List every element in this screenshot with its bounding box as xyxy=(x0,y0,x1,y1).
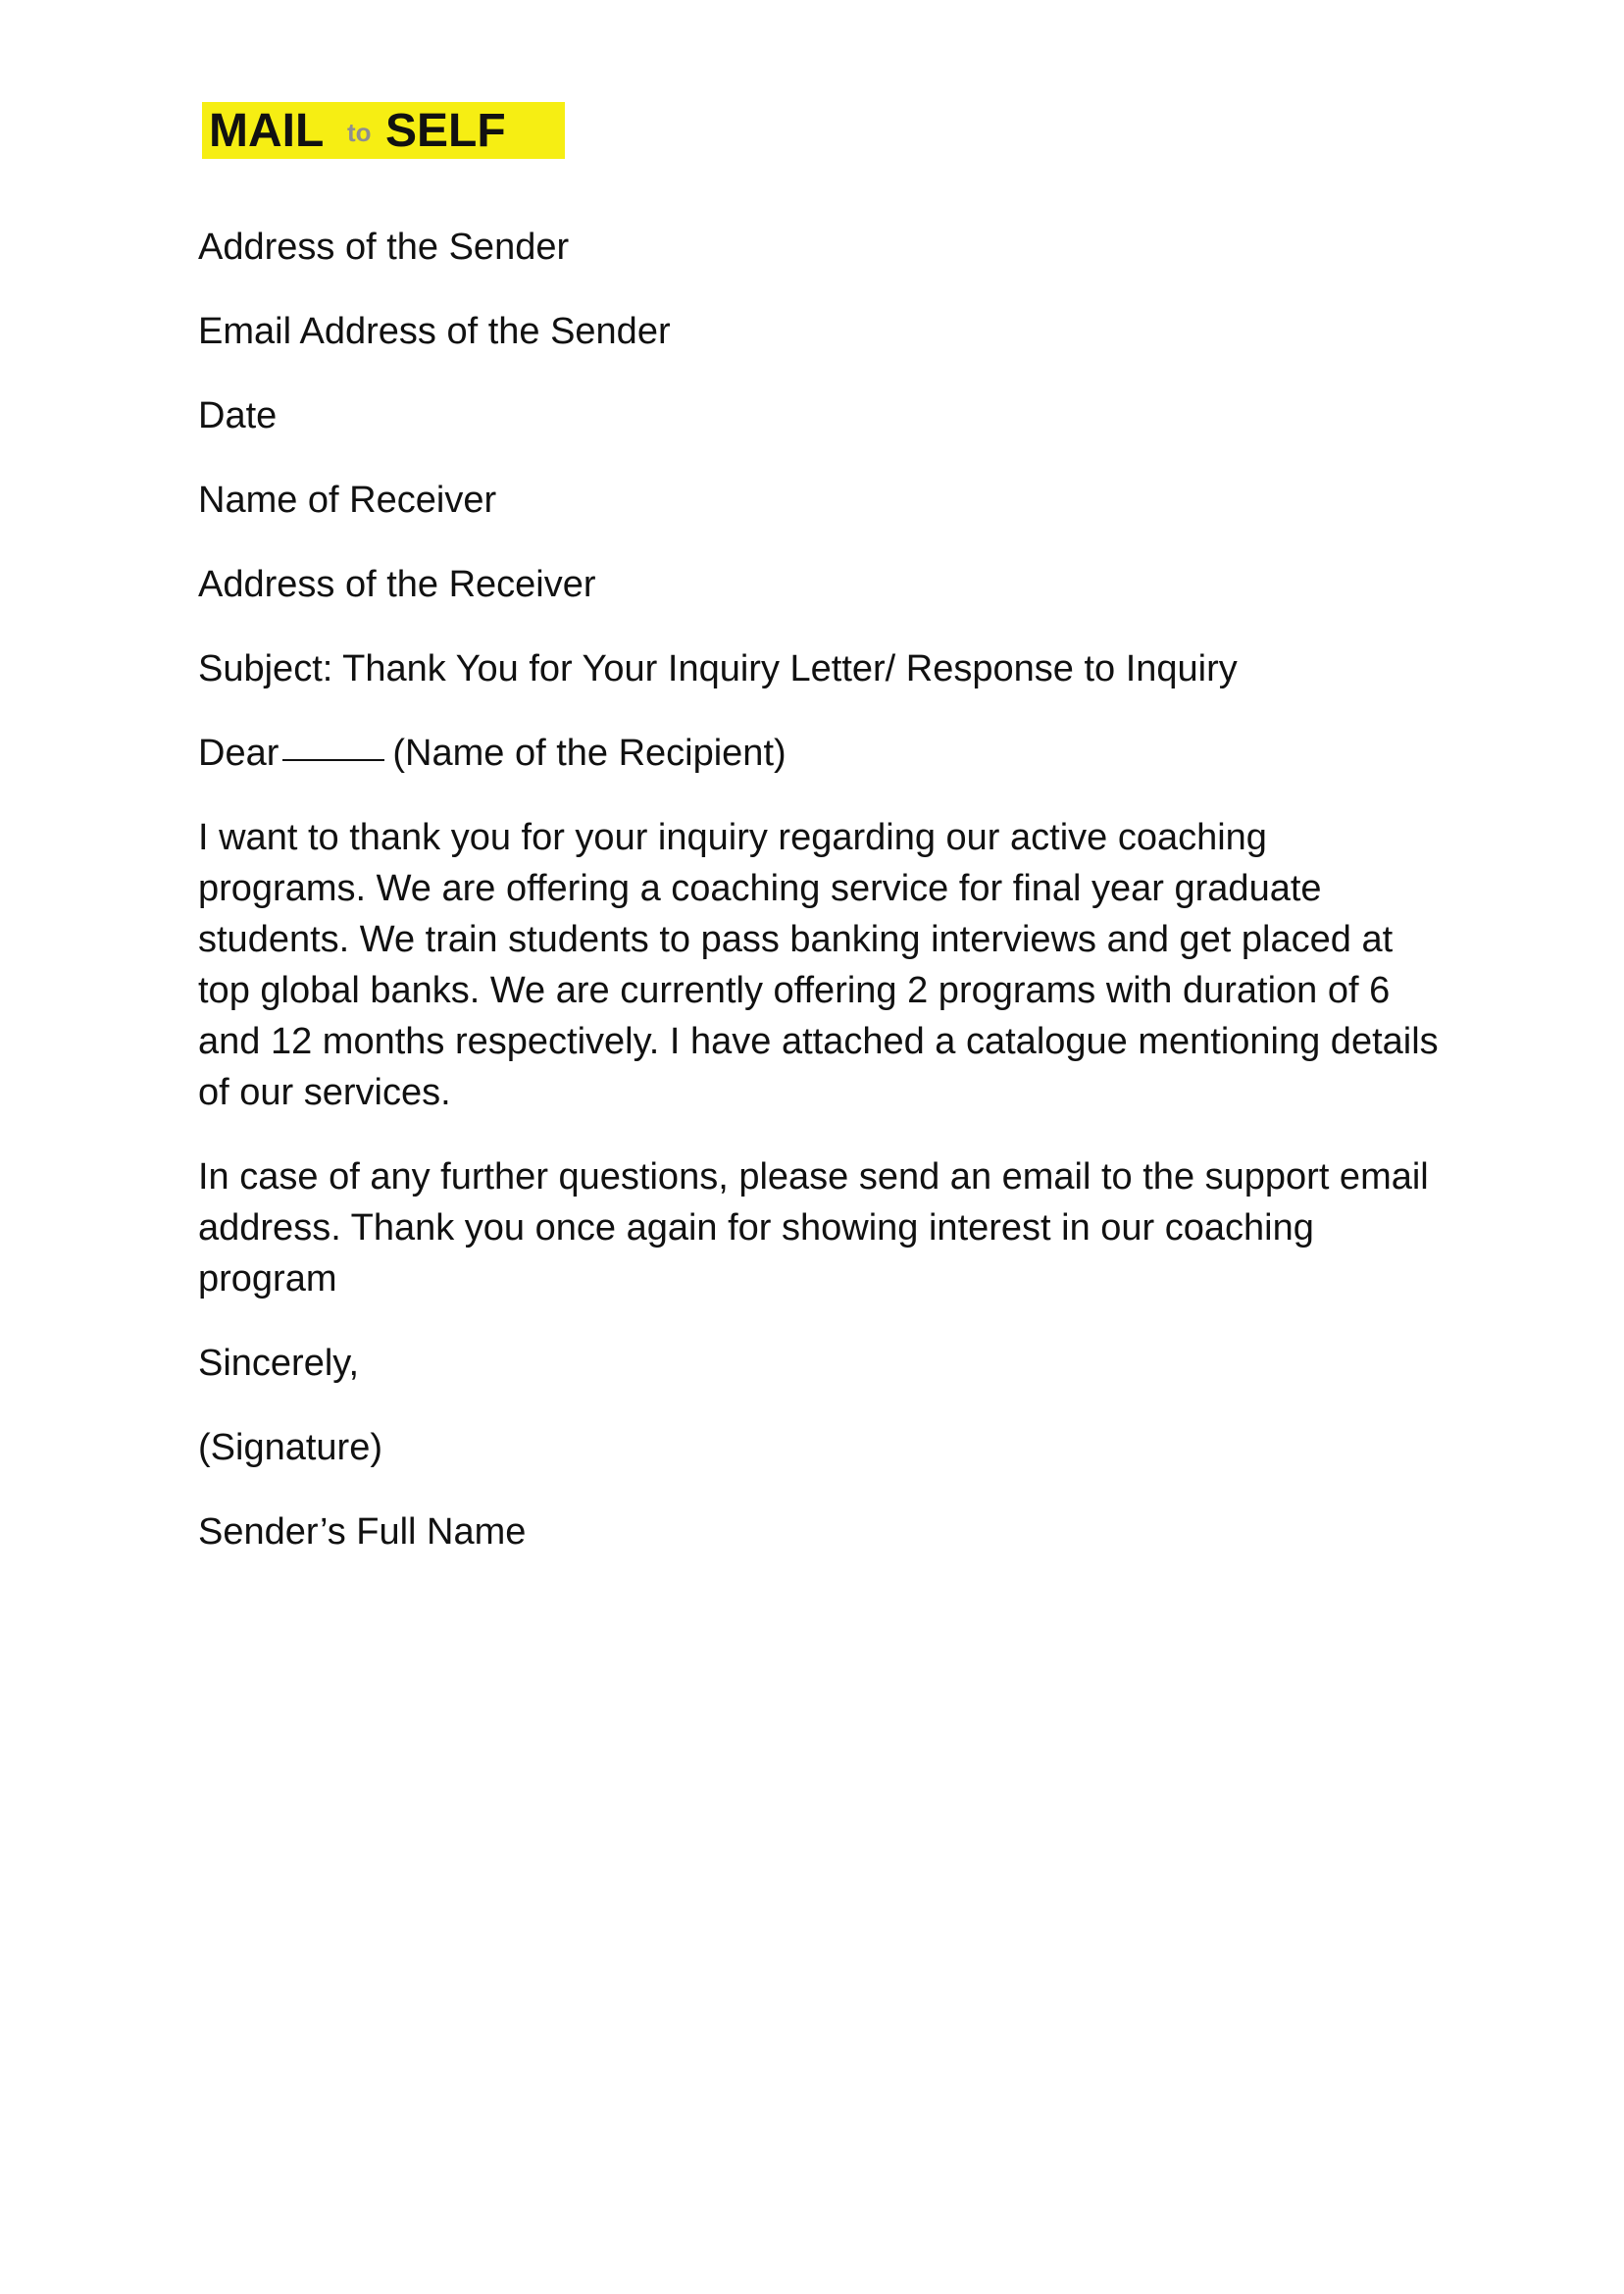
receiver-address: Address of the Receiver xyxy=(198,564,596,605)
recipient-name-blank xyxy=(282,759,384,761)
sender-full-name: Sender’s Full Name xyxy=(198,1511,527,1553)
mail-to-self-logo-mark xyxy=(202,102,565,159)
inquiry-response-paragraph: I want to thank you for your inquiry regarding our active coaching programs. We are offering a coaching service for final year graduate students. We train students to pass banking interviews and get placed at top global banks. We are currently offering 2 programs with duration of 6 and 12 months respectively. I have attached a catalogue mentioning details of our services. xyxy=(198,817,1439,1113)
sender-address: Address of the Sender xyxy=(198,227,570,268)
support-paragraph: In case of any further questions, please send an email to the support email address. Thank you once again for showing interest in our coaching program xyxy=(198,1156,1429,1300)
receiver-name: Name of Receiver xyxy=(198,480,497,521)
salutation-dear: Dear xyxy=(198,733,279,774)
logo-self-text: SELF xyxy=(385,105,506,157)
salutation xyxy=(198,728,1444,779)
letter-date: Date xyxy=(198,395,278,436)
salutation-recipient-placeholder: (Name of the Recipient) xyxy=(392,733,787,774)
mail-to-self-logo xyxy=(202,102,565,159)
logo-to-text: to xyxy=(347,118,372,147)
logo-mail-text: MAIL xyxy=(209,105,325,157)
sender-email: Email Address of the Sender xyxy=(198,311,671,352)
letter-subject: Subject: Thank You for Your Inquiry Letter/ Response to Inquiry xyxy=(198,648,1238,689)
closing: Sincerely, xyxy=(198,1343,360,1384)
letter-body xyxy=(198,222,1444,1591)
signature-placeholder: (Signature) xyxy=(198,1427,382,1468)
